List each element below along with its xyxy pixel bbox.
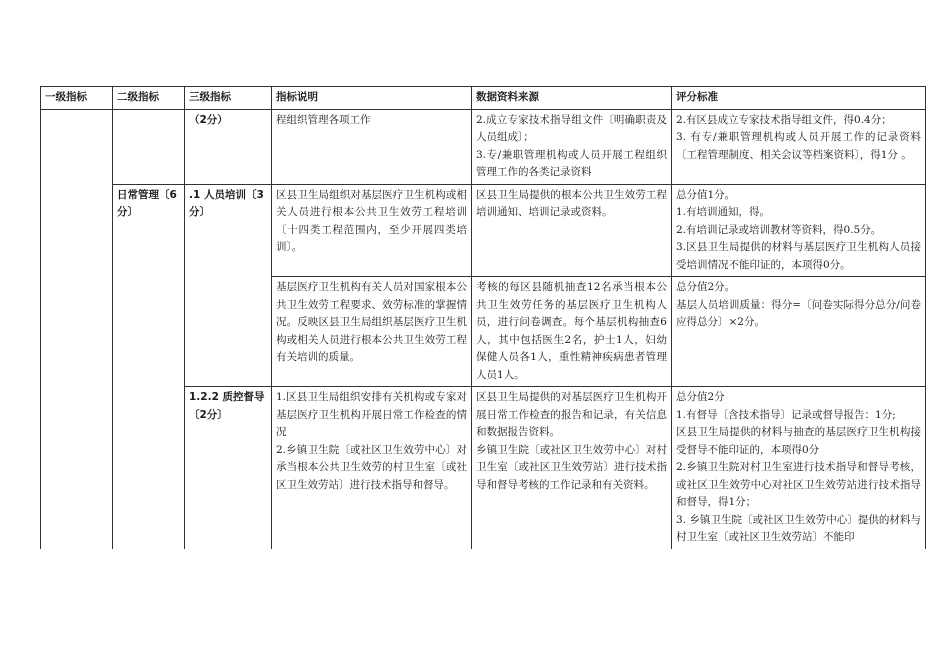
data-source-line: 乡镇卫生院〔或社区卫生效劳中心〕对村卫生室〔或社区卫生效劳站〕进行技术指导和督导考核的工作记录和有关资料。 — [476, 443, 667, 491]
scoring-line: 2.有培训记录或培训教材等资料，得0.5分。 — [676, 223, 882, 236]
header-level1: 一级指标 — [41, 87, 113, 110]
data-source-cell — [472, 184, 672, 277]
level3-cell: 1.2.2 质控督导〔2分〕 — [185, 387, 272, 549]
scoring-line: 1.有培训通知，得。 — [676, 206, 771, 218]
description-cell — [272, 387, 472, 549]
scoring-line: 2.有区县成立专家技术指导组文件，得0.4分； — [676, 113, 892, 126]
description-line: 2.乡镇卫生院〔或社区卫生效劳中心〕对承当根本公共卫生效劳的村卫生室〔或社区卫生效劳站〕进行技术指导和督导。 — [276, 443, 467, 491]
header-level3: 三级指标 — [185, 87, 272, 110]
scoring-line: 1.有督导〔含技术指导〕记录或督导报告：1分; — [676, 408, 896, 421]
table-row — [41, 184, 926, 277]
data-source-line: 考核的每区县随机抽查12名承当根本公共卫生效劳任务的基层医疗卫生机构人员，进行问卷调查。每个基层机构抽查6人，其中包括医生2名，护士1人，妇幼保健人员各1人，重性精神疾病患者管理人员1人。 — [476, 281, 667, 381]
data-source-cell — [472, 109, 672, 184]
header-data-source: 数据资料来源 — [472, 87, 672, 110]
data-source-line: 3.专/兼职管理机构或人员开展工程组织管理工作的各类记录资料 — [476, 148, 667, 178]
scoring-cell — [672, 109, 926, 184]
header-scoring: 评分标准 — [672, 87, 926, 110]
header-level2: 二级指标 — [113, 87, 185, 110]
level1-cell — [41, 109, 113, 549]
scoring-line: 3. 有专/兼职管理机构或人员开展工作的记录资料〔工程管理制度、相关会议等档案资料〕，得1分 。 — [676, 131, 921, 161]
scoring-cell — [672, 277, 926, 387]
data-source-cell — [472, 387, 672, 549]
description-line: 1.区县卫生局组织安排有关机构或专家对基层医疗卫生机构开展日常工作检查的情况 — [276, 391, 467, 438]
description-cell: 程组织管理各项工作 — [272, 109, 472, 184]
scoring-line: 区县卫生局提供的材料与抽查的基层医疗卫生机构接受督导不能印证的，本项得0分 — [676, 426, 921, 456]
table-header-row — [41, 87, 926, 110]
level3-cell: （2分） — [185, 109, 272, 184]
data-source-cell — [472, 277, 672, 387]
table-row — [41, 109, 926, 184]
data-source-line: 区县卫生局提供的根本公共卫生效劳工程培训通知、培训记录或资料。 — [476, 188, 667, 218]
scoring-line: 基层人员培训质量：得分=〔问卷实际得分总分/问卷应得总分〕×2分。 — [676, 298, 921, 328]
scoring-line: 总分值2分。 — [676, 281, 736, 293]
data-source-line: 区县卫生局提供的对基层医疗卫生机构开展日常工作检查的报告和记录，有关信息和数据报告资料。 — [476, 391, 667, 438]
level3-cell: .1 人员培训〔3分〕 — [185, 184, 272, 387]
scoring-line: 3.区县卫生局提供的材料与基层医疗卫生机构人员接受培训情况不能印证的，本项得0分。 — [676, 241, 921, 271]
scoring-cell — [672, 387, 926, 549]
description-cell: 基层医疗卫生机构有关人员对国家根本公共卫生效劳工程要求、效劳标准的掌握情况。反映区县卫生局组织基层医疗卫生机构或相关人员进行根本公共卫生效劳工程有关培训的质量。 — [272, 277, 472, 387]
data-source-line: 2.成立专家技术指导组文件〔明确职责及人员组成〕； — [476, 113, 667, 143]
level2-cell: 日常管理〔6分〕 — [113, 184, 185, 549]
scoring-line: 总分值1分。 — [676, 188, 736, 201]
scoring-cell — [672, 184, 926, 277]
header-description: 指标说明 — [272, 87, 472, 110]
indicator-table — [40, 86, 926, 549]
level2-cell — [113, 109, 185, 184]
scoring-line: 3. 乡镇卫生院〔或社区卫生效劳中心〕提供的材料与村卫生室〔或社区卫生效劳站〕不能印 — [676, 513, 921, 543]
indicator-table-page — [40, 86, 925, 549]
scoring-line: 总分值2分 — [676, 391, 725, 403]
scoring-line: 2.乡镇卫生院对村卫生室进行技术指导和督导考核，或社区卫生效劳中心对社区卫生效劳站进行技术指导和督导，得1分； — [676, 461, 921, 508]
description-cell: 区县卫生局组织对基层医疗卫生机构或相关人员进行根本公共卫生效劳工程培训〔十四类工程范围内，至少开展四类培训〕。 — [272, 184, 472, 277]
